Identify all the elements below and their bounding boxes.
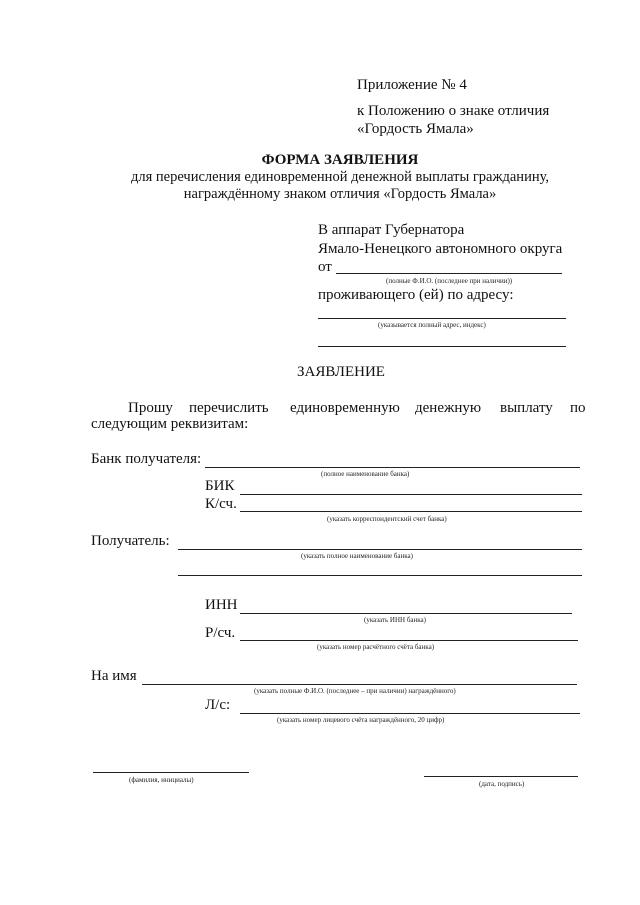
address-hint: (указывается полный адрес, индекс) bbox=[378, 321, 486, 329]
addressee-line-1: В аппарат Губернатора bbox=[318, 222, 465, 238]
regulation-line-2: «Гордость Ямала» bbox=[357, 121, 474, 137]
rs-field[interactable] bbox=[240, 640, 578, 641]
from-name-field[interactable] bbox=[336, 273, 562, 274]
statement-word-5: выплату bbox=[500, 400, 553, 416]
signature-name-field[interactable] bbox=[93, 772, 249, 773]
statement-word-2: перечислить bbox=[189, 400, 269, 416]
statement-word-6: по bbox=[570, 400, 586, 416]
ks-hint: (указать корреспондентский счет банка) bbox=[327, 515, 447, 523]
rs-label: Р/сч. bbox=[205, 625, 236, 641]
inn-field[interactable] bbox=[240, 613, 572, 614]
statement-word-4: денежную bbox=[415, 400, 482, 416]
signature-date-field[interactable] bbox=[424, 776, 578, 777]
signature-date-hint: (дата, подпись) bbox=[479, 780, 525, 788]
form-subtitle-line-2: награждённому знаком отличия «Гордость Ямала» bbox=[183, 186, 497, 202]
bank-label: Банк получателя: bbox=[91, 451, 202, 467]
appendix-number: Приложение № 4 bbox=[357, 77, 467, 93]
name-on-hint: (указать полные Ф.И.О. (последнее – при наличии) награждённого) bbox=[254, 687, 456, 695]
name-on-field[interactable] bbox=[142, 684, 577, 685]
ls-field[interactable] bbox=[240, 713, 580, 714]
rs-hint: (указать номер расчётного счёта банка) bbox=[317, 643, 435, 651]
bank-name-field[interactable] bbox=[205, 467, 580, 468]
bank-name-hint: (полное наименование банка) bbox=[321, 470, 410, 478]
name-on-label: На имя bbox=[91, 668, 137, 684]
bik-label: БИК bbox=[205, 478, 235, 494]
statement-word-3: единовременную bbox=[290, 400, 400, 416]
bik-field[interactable] bbox=[240, 494, 582, 495]
recipient-label: Получатель: bbox=[91, 533, 170, 549]
recipient-name-field-2[interactable] bbox=[178, 575, 582, 576]
from-label: от bbox=[318, 259, 332, 275]
regulation-line-1: к Положению о знаке отличия bbox=[357, 103, 550, 119]
signature-name-hint: (фамилия, инициалы) bbox=[129, 776, 194, 784]
ks-label: К/сч. bbox=[205, 496, 237, 512]
from-name-hint: (полные Ф.И.О. (последнее при наличии)) bbox=[386, 277, 513, 285]
recipient-name-field-1[interactable] bbox=[178, 549, 582, 550]
residing-label: проживающего (ей) по адресу: bbox=[318, 287, 514, 303]
statement-line-2: следующим реквизитам: bbox=[91, 416, 249, 432]
ks-field[interactable] bbox=[240, 511, 582, 512]
ls-hint: (указать номер лицевого счёта награждённого, 20 цифр) bbox=[277, 716, 445, 724]
statement-heading: ЗАЯВЛЕНИЕ bbox=[297, 364, 385, 380]
addressee-line-2: Ямало-Ненецкого автономного округа bbox=[318, 241, 563, 257]
ls-label: Л/с: bbox=[205, 697, 231, 713]
form-subtitle-line-1: для перечисления единовременной денежной выплаты гражданину, bbox=[130, 169, 550, 185]
inn-hint: (указать ИНН банка) bbox=[364, 616, 426, 624]
address-field-line-1[interactable] bbox=[318, 318, 566, 319]
statement-word-1: Прошу bbox=[128, 400, 173, 416]
inn-label: ИНН bbox=[205, 597, 238, 613]
form-title: ФОРМА ЗАЯВЛЕНИЯ bbox=[261, 152, 419, 168]
address-field-line-2[interactable] bbox=[318, 346, 566, 347]
recipient-name-hint: (указать полное наименование банка) bbox=[301, 552, 413, 560]
